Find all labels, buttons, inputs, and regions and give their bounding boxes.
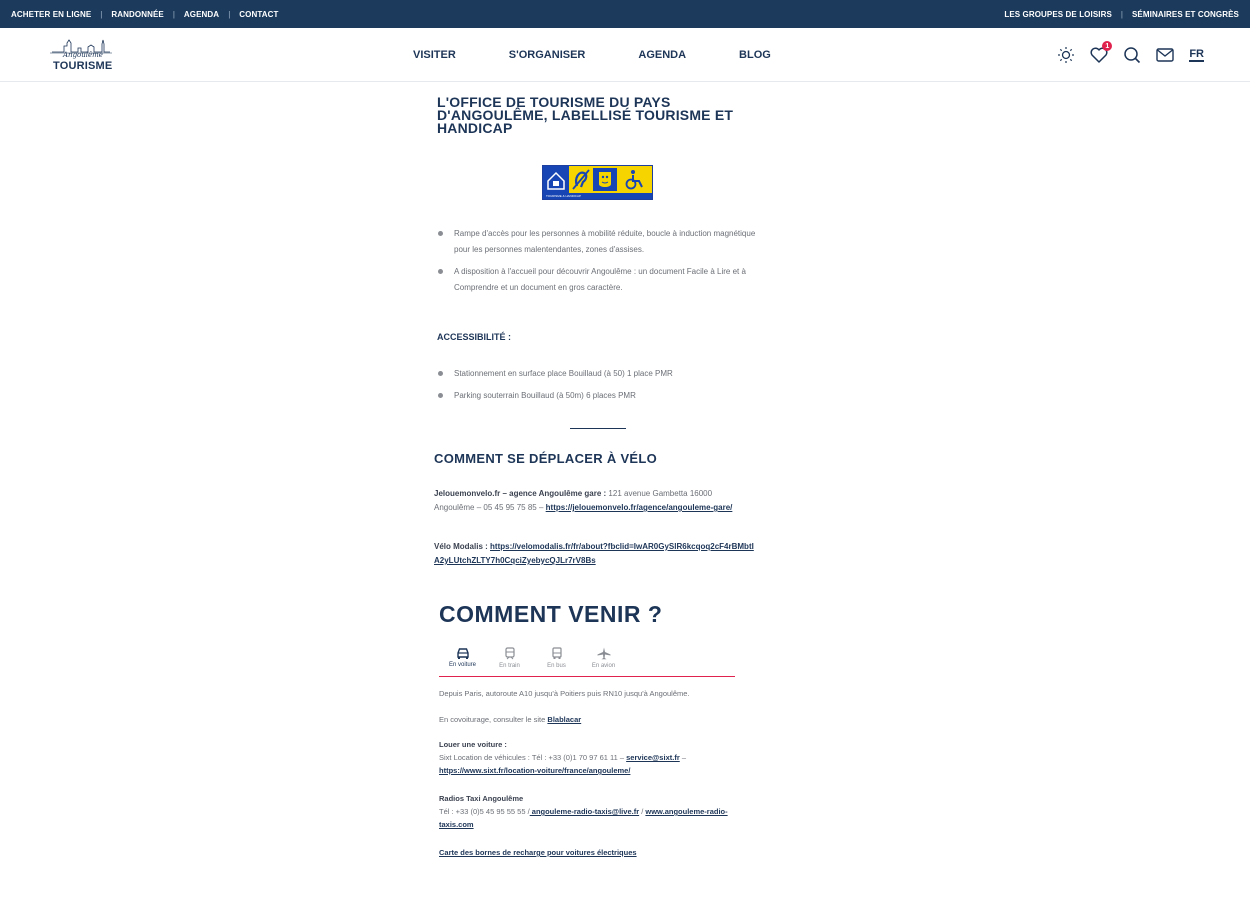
velo-agency-name: Jelouemonvelo.fr – agence Angoulême gare : <box>434 489 607 498</box>
handicap-pictograms-icon <box>569 166 654 193</box>
venir-paragraph-4 <box>439 792 739 831</box>
link-acheter-en-ligne[interactable]: ACHETER EN LIGNE <box>11 9 92 19</box>
car-icon <box>456 647 470 659</box>
sixt-text: Sixt Location de véhicules : Tél : +33 (0)1 70 97 61 11 – <box>439 753 627 762</box>
top-left-links <box>11 10 278 19</box>
link-taxi-website[interactable]: www.angouleme-radio-taxis.com <box>439 807 728 829</box>
tab-label: En train <box>499 663 520 669</box>
link-contact[interactable]: CONTACT <box>239 9 279 19</box>
link-velomodalis[interactable]: https://velomodalis.fr/fr/about?fbclid=IwAR0GySlR6kcqoq2cF4rBMbtIA2yLUtchZLTY7h0CqciZyebycQJLr7rV8Bs <box>434 542 754 565</box>
venir-paragraph-3 <box>439 738 739 777</box>
accessibility-bullet-list <box>437 366 757 410</box>
train-icon <box>504 647 516 660</box>
separator: | <box>100 9 103 19</box>
label-caption: TOURISME & HANDICAP <box>543 193 652 199</box>
separator: / <box>639 807 646 816</box>
link-taxi-email[interactable]: angouleme-radio-taxis@live.fr <box>529 807 640 816</box>
section-divider <box>570 428 626 429</box>
tab-en-voiture[interactable] <box>439 645 486 676</box>
tab-en-bus[interactable] <box>533 645 580 676</box>
velo-paragraph-1 <box>434 487 754 515</box>
sun-icon[interactable] <box>1056 45 1076 65</box>
velo-paragraph-2 <box>434 540 754 568</box>
top-right-links <box>1004 10 1239 19</box>
logo-word: TOURISME <box>53 60 113 72</box>
louer-voiture-label: Louer une voiture : <box>439 740 507 749</box>
tab-en-train[interactable] <box>486 645 533 676</box>
accessibility-heading: ACCESSIBILITÉ : <box>437 332 512 342</box>
link-randonnee[interactable]: RANDONNÉE <box>111 9 164 19</box>
separator: | <box>228 9 231 19</box>
taxi-label: Radios Taxi Angoulême <box>439 794 524 803</box>
logo-script: Angoulême <box>63 51 103 59</box>
mail-icon[interactable] <box>1155 45 1175 65</box>
velo-heading: COMMENT SE DÉPLACER À VÉLO <box>434 451 658 466</box>
list-item: Stationnement en surface place Bouillaud (à 50) 1 place PMR <box>437 366 757 382</box>
separator: | <box>172 9 175 19</box>
tab-label: En avion <box>591 663 616 669</box>
link-sixt-email[interactable]: service@sixt.fr <box>626 753 680 762</box>
top-utility-bar <box>0 0 1250 28</box>
plane-icon <box>597 647 611 660</box>
language-selector[interactable]: FR <box>1189 48 1204 60</box>
favorites-badge: 1 <box>1102 41 1112 51</box>
nav-visiter[interactable]: VISITER <box>413 49 456 61</box>
list-item: Parking souterrain Bouillaud (à 50m) 6 places PMR <box>437 388 757 404</box>
nav-sorganiser[interactable]: S'ORGANISER <box>508 49 586 61</box>
tourisme-handicap-label <box>542 165 653 200</box>
comment-venir-heading: COMMENT VENIR ? <box>439 601 663 627</box>
link-jelouemonvelo[interactable]: https://jelouemonvelo.fr/agence/angouleme-gare/ <box>545 503 733 512</box>
tab-en-avion[interactable] <box>580 645 627 676</box>
bus-icon <box>551 647 563 660</box>
covoiturage-text: En covoiturage, consulter le site <box>439 715 548 724</box>
taxi-phone: Tél : +33 (0)5 45 95 55 55 / <box>439 807 530 816</box>
link-groupes-loisirs[interactable]: LES GROUPES DE LOISIRS <box>1004 9 1112 19</box>
velo-modalis-label: Vélo Modalis : <box>434 542 491 551</box>
main-header <box>0 28 1250 82</box>
office-heading: L'OFFICE DE TOURISME DU PAYS D'ANGOULÊME, LABELLISÉ TOURISME ET HANDICAP <box>437 94 734 136</box>
separator: | <box>1120 9 1123 19</box>
transport-tabs <box>439 645 735 677</box>
tab-label: En voiture <box>448 662 476 668</box>
tab-label: En bus <box>547 663 566 669</box>
velo-agency-text: 121 avenue Gambetta 16000 Angoulême – 05 45 95 75 85 – <box>434 489 713 512</box>
list-item: Rampe d'accès pour les personnes à mobilité réduite, boucle à induction magnétique pour les personnes malentendantes, zones d'assises. <box>437 226 757 258</box>
link-blablacar[interactable]: Blablacar <box>547 715 582 724</box>
list-item: A disposition à l'accueil pour découvrir Angoulême : un document Facile à Lire et à Comprendre et un document en gros caractère. <box>437 264 757 296</box>
site-logo[interactable] <box>50 34 112 76</box>
separator: – <box>679 753 687 762</box>
header-actions <box>1043 28 1204 82</box>
search-icon[interactable] <box>1122 45 1142 65</box>
link-bornes-recharge[interactable]: Carte des bornes de recharge pour voitures électriques <box>439 848 637 857</box>
venir-paragraph-5 <box>439 846 739 859</box>
link-sixt-website[interactable]: https://www.sixt.fr/location-voiture/france/angouleme/ <box>439 766 631 775</box>
link-seminaires[interactable]: SÉMINAIRES ET CONGRÈS <box>1131 9 1239 19</box>
venir-paragraph-1: Depuis Paris, autoroute A10 jusqu'à Poitiers puis RN10 jusqu'à Angoulême. <box>439 689 690 698</box>
link-agenda-top[interactable]: AGENDA <box>183 9 220 19</box>
nav-agenda[interactable]: AGENDA <box>638 49 687 61</box>
heart-icon[interactable] <box>1089 42 1110 65</box>
venir-paragraph-2 <box>439 713 739 726</box>
main-nav <box>413 28 824 82</box>
office-bullet-list <box>437 226 757 302</box>
nav-blog[interactable]: BLOG <box>739 49 771 61</box>
